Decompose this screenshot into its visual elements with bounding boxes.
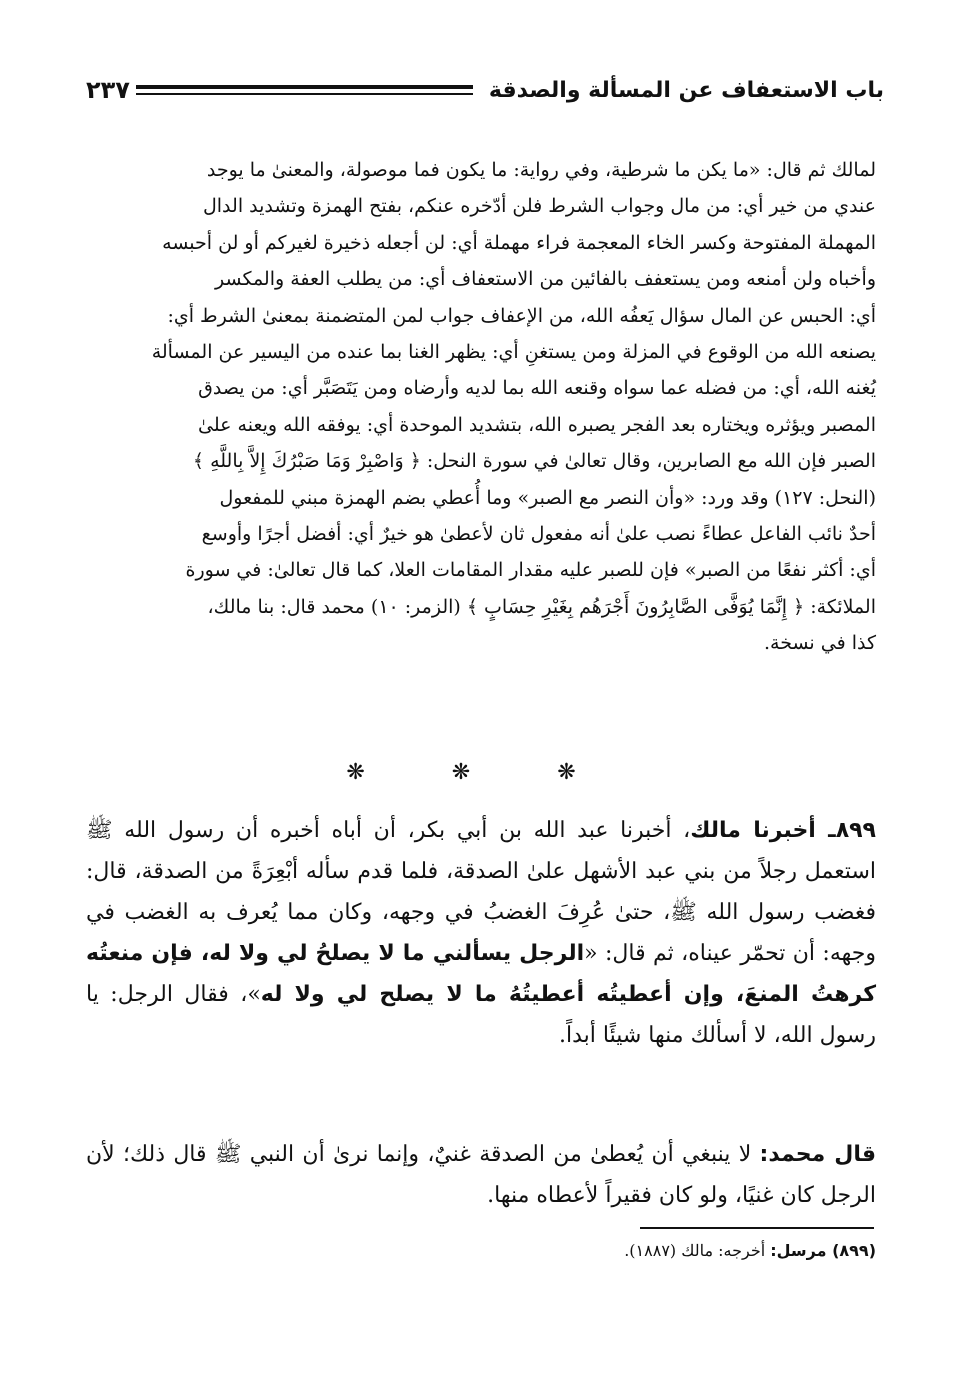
commentary-line: أي: الحبس عن المال سؤال يَعفُه الله، من الإعفاف جواب لمن المتضمنة بمعنىٰ الشرط أي: bbox=[167, 304, 876, 327]
hadith-paragraph bbox=[86, 810, 876, 1056]
note-paragraph bbox=[86, 1134, 876, 1216]
hadith-opening: ، أخبرنا عبد الله بن أبي بكر، أن أباه أخبره أن رسول الله ﷺ استعمل رجلاً من بني عبد الأشهل علىٰ الصدقة، فلما قدم سأله أبْعِرَةً من الصدقة، قال: فغضب رسول الله ﷺ، حتىٰ عُرِفَ الغضبُ في وجهه، وكان مما يُعرف به الغضب في وجهه: أن تحمّر عيناه، ثم قال: « bbox=[86, 818, 876, 966]
commentary-line: يُغنه الله، أي: من فضله عما سواه وقنعه الله بما لديه وأرضاه ومن يَتَصَبَّر أي: من يصدق bbox=[198, 377, 876, 400]
footnote bbox=[86, 1238, 876, 1264]
commentary-line: عندي من خير أي: من مال وجواب الشرط فلن أدّخره عنكم، بفتح الهمزة وتشديد الدال bbox=[202, 195, 876, 218]
page-number: ٢٣٧ bbox=[86, 76, 130, 104]
hadith-block bbox=[86, 810, 876, 1056]
commentary-line: أي: أكثر نفعًا من الصبر» فإن للصبر عليه مقدار المقامات العلا، كما قال تعالىٰ: في سورة bbox=[185, 559, 876, 582]
header-rule-thin bbox=[136, 93, 473, 95]
commentary-block bbox=[86, 152, 876, 662]
commentary-line: وأخباه ولن أمنعه ومن يستعفف بالفائين من الاستعفاف أي: من يطلب العفة والمكسر bbox=[215, 268, 876, 291]
footnote-text: أخرجه: مالك (١٨٨٧). bbox=[624, 1241, 771, 1260]
page-header bbox=[86, 68, 884, 112]
footnote-label: (٨٩٩) مرسل: bbox=[770, 1241, 876, 1260]
hadith-quote: الرجل يسألني ما لا يصلحُ لي ولا له، فإن منعتُه كرهتُ المنعَ، وإن أعطيتُه أعطيتُهُ ما لا يصلح لي ولا له bbox=[86, 941, 876, 1007]
commentary-line: (النحل: ١٢٧) وقد ورد: «وأن النصر مع الصبر» وما أُعطي بضم الهمزة مبني للمفعول bbox=[219, 486, 876, 509]
section-separator: ❋ ❋ ❋ bbox=[346, 760, 616, 785]
commentary-line: الصبر فإن الله مع الصابرين، وقال تعالىٰ في سورة النحل: ﴿ وَاصْبِرْ وَمَا صَبْرُكَ إِلاَّ بِاللَّهِ ﴾ bbox=[192, 450, 876, 473]
note-label: قال محمد: bbox=[759, 1142, 876, 1167]
hadith-closing: »، فقال الرجل: يا رسول الله، لا أسألك منها شيئًا أبداً. bbox=[86, 982, 876, 1048]
commentary-line: يصنعه الله من الوقوع في المزلة ومن يستغنِ أي: يظهر الغنا بما عنده من اليسير عن المسألة bbox=[151, 341, 876, 364]
header-rule-thick bbox=[136, 85, 473, 89]
commentary-line: المصبر ويؤثره ويختاره بعد الفجر يصبره الله، بتشديد الموحدة أي: يوفقه الله ويعنه علىٰ bbox=[198, 413, 876, 436]
hadith-number: ٨٩٩ـ أخبرنا مالك bbox=[690, 818, 876, 843]
commentary-line: أحدٌ نائب الفاعل عطاءً نصب علىٰ أنه مفعول ثان لأعطىٰ هو خيرٌ أي: أفضل أجرًا وأوسع bbox=[201, 523, 876, 546]
commentary-line: المهملة المفتوحة وكسر الخاء المعجمة فراء مهملة أي: لن أجعله ذخيرة لغيركم أو لن أحبسه bbox=[162, 231, 876, 254]
note-text: لا ينبغي أن يُعطىٰ من الصدقة غنيٌ، وإنما نرىٰ أن النبي ﷺ قال ذلك؛ لأن الرجل كان غنيًا، ولو كان فقيراً لأعطاه منها. bbox=[86, 1142, 876, 1208]
header-rule bbox=[130, 85, 479, 95]
commentary-line: لمالك ثم قال: «ما يكن ما شرطية، وفي رواية: ما يكون فما موصولة، والمعنىٰ ما يوجد bbox=[206, 159, 876, 181]
commentary-line: الملائكة: ﴿ إِنَّمَا يُوَفَّى الصَّابِرُونَ أَجْرَهُم بِغَيْرِ حِسَابٍ ﴾ (الزمر: ١٠) محمد قال: بنا مالك، bbox=[207, 595, 876, 618]
running-title: باب الاستعفاف عن المسألة والصدقة bbox=[488, 77, 884, 103]
footnote-divider bbox=[640, 1227, 874, 1229]
commentary-line: كذا في نسخة. bbox=[763, 632, 876, 655]
scholar-note bbox=[86, 1112, 876, 1238]
